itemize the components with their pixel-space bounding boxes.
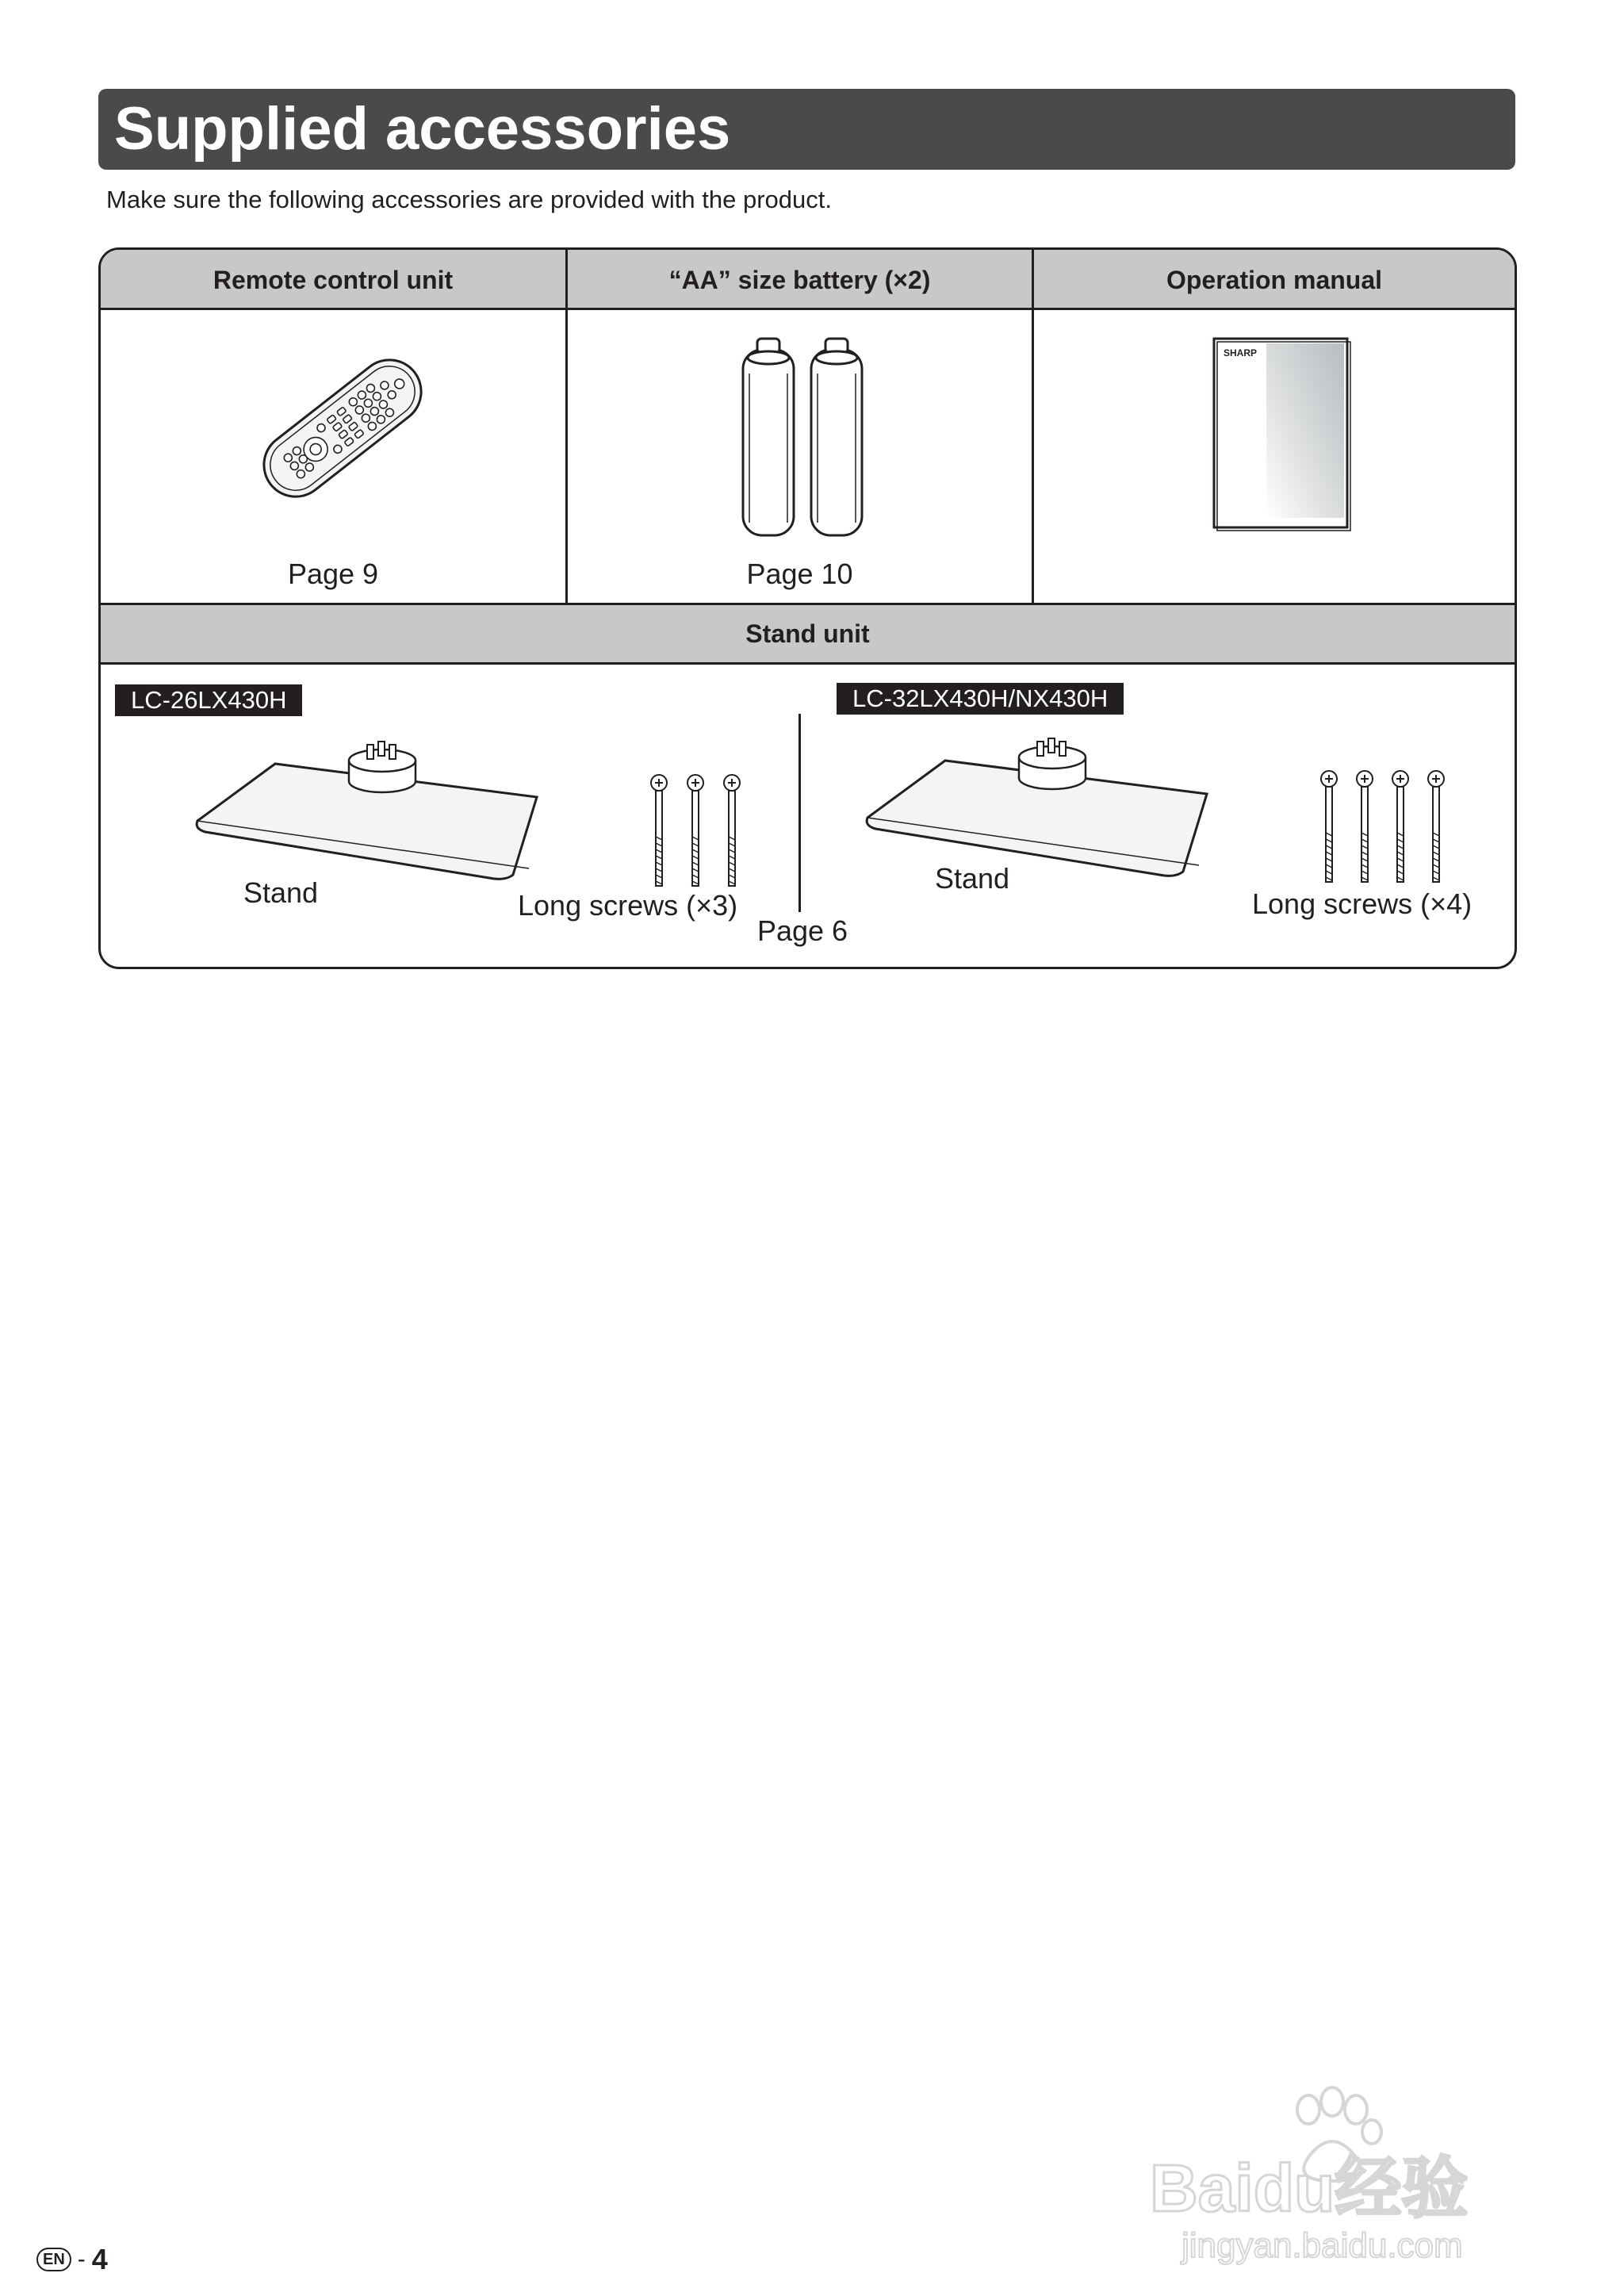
stand-icon <box>188 734 553 892</box>
accessories-table <box>98 247 1517 969</box>
model-tag-32: LC-32LX430H/NX430H <box>837 683 1124 715</box>
stand-label-left: Stand <box>243 876 319 909</box>
footer-separator: - <box>77 2246 86 2272</box>
battery-icon <box>735 335 870 542</box>
screw-icon <box>1310 769 1461 888</box>
manual-icon <box>1211 335 1354 534</box>
screws-left <box>640 773 751 892</box>
column-divider <box>1032 250 1034 603</box>
battery-page-ref: Page 10 <box>746 558 853 590</box>
column-divider <box>565 250 568 603</box>
header-remote-control: Remote control unit <box>213 266 454 294</box>
screws-label-right: Long screws (×4) <box>1252 887 1473 920</box>
model-tag-26: LC-26LX430H <box>115 684 302 716</box>
page-number: 4 <box>91 2243 108 2275</box>
page-title: Supplied accessories <box>114 95 731 163</box>
stand-divider <box>798 714 801 912</box>
screw-icon <box>640 773 751 892</box>
stand-icon <box>858 730 1223 889</box>
stand-label-right: Stand <box>935 862 1010 895</box>
watermark-text: Baidu经验 <box>1150 2151 1469 2225</box>
screws-right <box>1310 769 1461 888</box>
stand-page-ref: Page 6 <box>756 914 848 947</box>
header-battery: “AA” size battery (×2) <box>668 266 931 294</box>
header-manual: Operation manual <box>1166 266 1383 294</box>
remote-control-icon <box>236 329 450 527</box>
language-badge: EN <box>36 2248 71 2271</box>
remote-page-ref: Page 9 <box>287 558 379 590</box>
intro-text: Make sure the following accessories are provided with the product. <box>106 186 832 213</box>
page-footer <box>36 2243 108 2276</box>
screws-label-left: Long screws (×3) <box>518 889 738 922</box>
baidu-watermark-logo <box>1134 2070 1515 2268</box>
watermark-url: jingyan.baidu.com <box>1181 2226 1463 2265</box>
stand-unit-header-row <box>101 603 1515 665</box>
manual-brand: SHARP <box>1224 347 1258 358</box>
stand-unit-title: Stand unit <box>745 619 870 648</box>
